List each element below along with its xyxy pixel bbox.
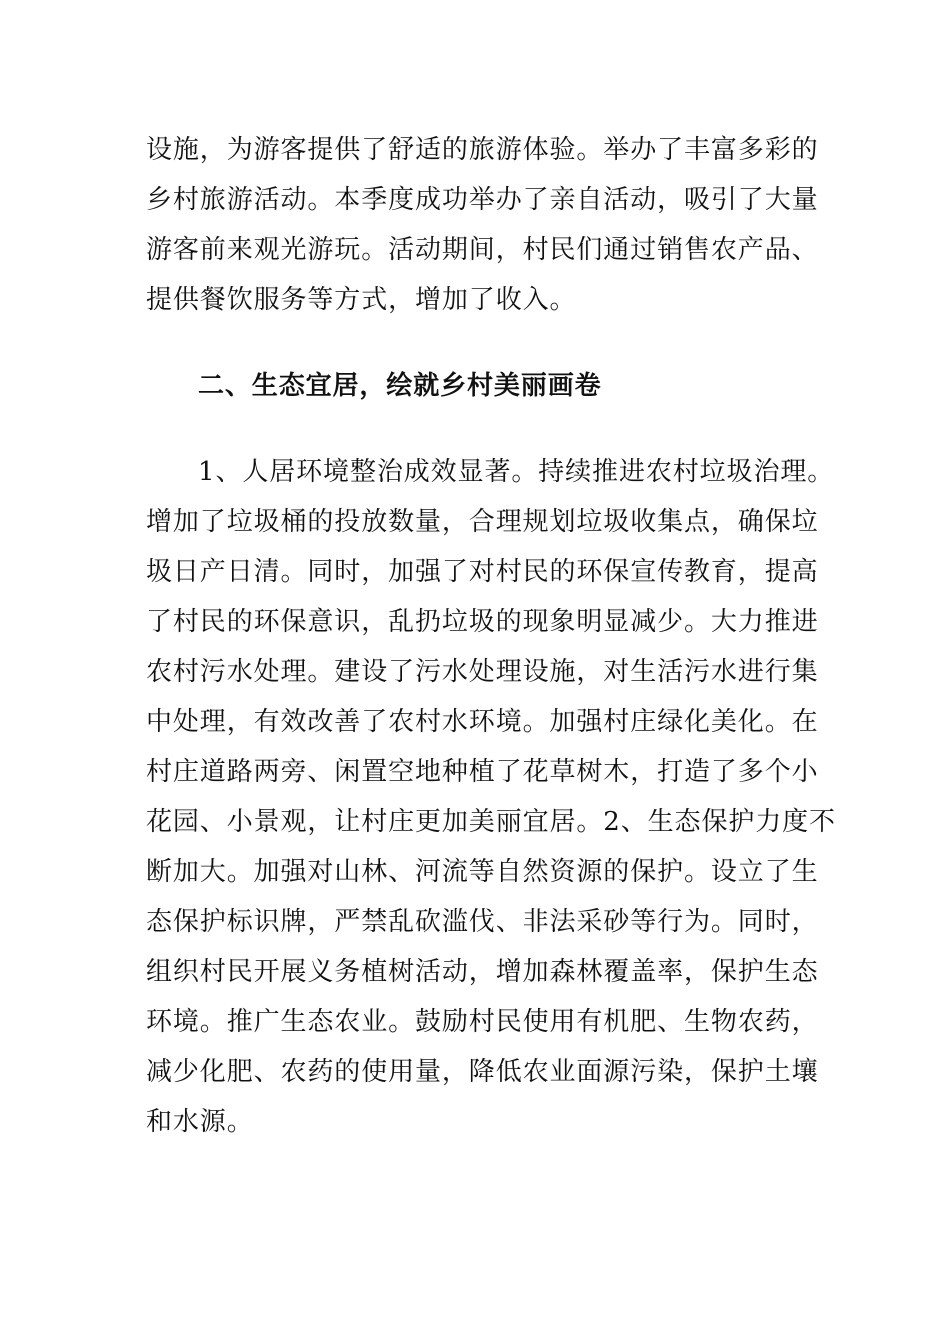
paragraph-line: 提供餐饮服务等方式，增加了收入。 bbox=[146, 285, 577, 315]
paragraph-line: 花园、小景观，让村庄更加美丽宜居。2、生态保护力度不 bbox=[146, 807, 836, 837]
paragraph-line: 圾日产日清。同时，加强了对村民的环保宣传教育，提高 bbox=[146, 557, 819, 587]
paragraph-line: 中处理，有效改善了农村水环境。加强村庄绿化美化。在 bbox=[146, 707, 819, 737]
paragraph-line: 减少化肥、农药的使用量，降低农业面源污染，保护土壤 bbox=[146, 1057, 819, 1087]
paragraph-line: 村庄道路两旁、闲置空地种植了花草树木，打造了多个小 bbox=[146, 757, 819, 787]
paragraph-line: 了村民的环保意识，乱扔垃圾的现象明显减少。大力推进 bbox=[146, 607, 819, 637]
paragraph-line: 环境。推广生态农业。鼓励村民使用有机肥、生物农药， bbox=[146, 1007, 819, 1037]
paragraph-line: 乡村旅游活动。本季度成功举办了亲自活动，吸引了大量 bbox=[146, 185, 819, 215]
paragraph-line: 态保护标识牌，严禁乱砍滥伐、非法采砂等行为。同时， bbox=[146, 907, 819, 937]
paragraph-line: 游客前来观光游玩。活动期间，村民们通过销售农产品、 bbox=[146, 235, 819, 265]
paragraph-line: 增加了垃圾桶的投放数量，合理规划垃圾收集点，确保垃 bbox=[146, 507, 819, 537]
paragraph-line: 设施，为游客提供了舒适的旅游体验。举办了丰富多彩的 bbox=[146, 135, 819, 165]
paragraph-line: 和水源。 bbox=[146, 1107, 254, 1137]
paragraph-line: 农村污水处理。建设了污水处理设施，对生活污水进行集 bbox=[146, 657, 819, 687]
section-heading: 二、生态宜居，绘就乡村美丽画卷 bbox=[198, 371, 602, 401]
paragraph-line: 组织村民开展义务植树活动，增加森林覆盖率，保护生态 bbox=[146, 957, 819, 987]
paragraph-line: 断加大。加强对山林、河流等自然资源的保护。设立了生 bbox=[146, 857, 819, 887]
paragraph-line: 1、人居环境整治成效显著。持续推进农村垃圾治理。 bbox=[198, 457, 835, 487]
